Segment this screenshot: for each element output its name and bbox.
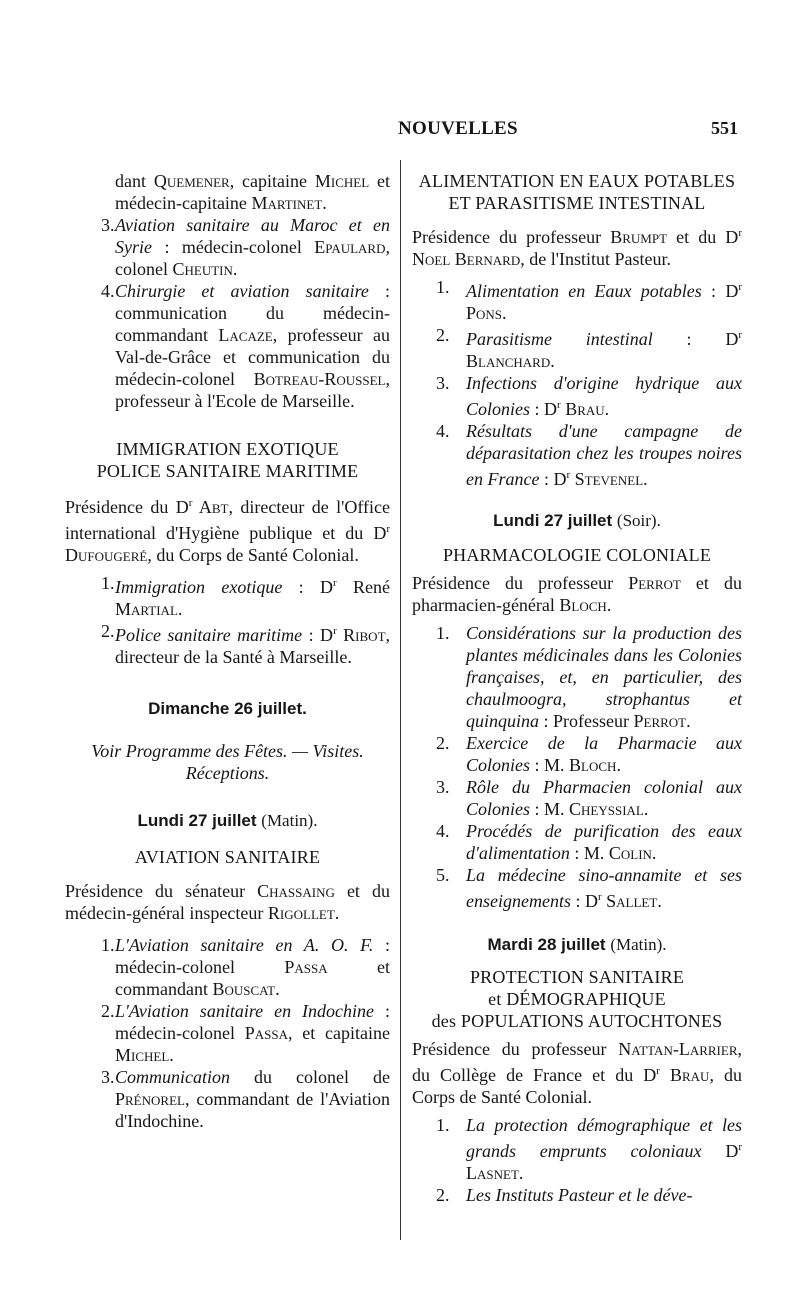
section-heading: PHARMACOLOGIE COLONIALE [442, 545, 712, 565]
presidency-text: Présidence du $D^r$ Abt, directeur de l'Office international d'Hygiène publique et du $D^r$ Dufougeré, du Corps de Santé Colonial. [65, 497, 390, 565]
presidency-text: Présidence du sénateur Chassaing et du médecin-général inspecteur Rigollet. [65, 881, 390, 923]
presidency-text: Présidence du professeur Perrot et du pharmacien-général Bloch. [412, 573, 742, 615]
list-item: 2. Exercice de la Pharmacie aux Colonies : M. Bloch. [436, 733, 742, 775]
item-list-a [65, 214, 390, 412]
running-title: NOUVELLES [398, 118, 518, 139]
continuation-text: dant Quemener, capitaine Michel et médecin-capitaine Martinet. [115, 171, 390, 213]
day-heading: Mardi 28 juillet (Matin). [487, 935, 667, 954]
list-item: 3. Infections d'origine hydrique aux Colonies : $D^r$ Brau. [436, 373, 742, 419]
programme-note: Voir Programme des Fêtes. — Visites. [91, 741, 364, 761]
section-heading: ET PARASITISME INTESTINAL [448, 193, 706, 213]
list-item: 2. Les Instituts Pasteur et le déve- [436, 1185, 693, 1205]
list-item: 1. Alimentation en Eaux potables : $D^r$ Pons. [436, 277, 742, 323]
day-heading: Dimanche 26 juillet. [148, 699, 307, 718]
section-heading: ALIMENTATION EN EAUX POTABLES [418, 171, 736, 191]
column-divider [400, 160, 401, 1240]
list-item: 4. Résultats d'une campagne de déparasitation chez les troupes noires en France : $D^r$ Stevenel. [436, 421, 742, 489]
list-item: 1. La protection démographique et les grands emprunts coloniaux $D^r$ Lasnet. [436, 1115, 742, 1183]
list-item: 3. Aviation sanitaire au Maroc et en Syrie : médecin-colonel Epaulard, colonel Cheutin. [101, 215, 390, 279]
section-heading: des POPULATIONS AUTOCHTONES [431, 1011, 723, 1031]
left-column [65, 170, 390, 1132]
section-heading: PROTECTION SANITAIRE [469, 967, 685, 987]
list-item: 2. L'Aviation sanitaire en Indochine : médecin-colonel Passa, et capitaine Michel. [101, 1001, 390, 1065]
section-heading: AVIATION SANITAIRE [134, 847, 321, 867]
programme-note: Réceptions. [185, 763, 270, 783]
presidency-text: Présidence du professeur Nattan-Larrier, du Collège de France et du $D^r$ Brau, du Corps de Santé Colonial. [412, 1039, 743, 1107]
presidency-text: Présidence du professeur Brumpt et du $D^r$ Noel Bernard, de l'Institut Pasteur. [412, 227, 742, 269]
right-column [412, 170, 742, 1206]
section-heading: et DÉMOGRAPHIQUE [488, 989, 666, 1009]
list-item: 5. La médecine sino-annamite et ses enseignements : $D^r$ Sallet. [436, 865, 742, 911]
section-heading: POLICE SANITAIRE MARITIME [96, 461, 359, 481]
day-heading: Lundi 27 juillet (Matin). [137, 811, 318, 830]
list-item: 4. Procédés de purification des eaux d'alimentation : M. Colin. [436, 821, 742, 863]
list-item: 2. Police sanitaire maritime : $D^r$ Ribot, directeur de la Santé à Marseille. [101, 621, 391, 667]
list-item: 4. Chirurgie et aviation sanitaire : communication du médecin-commandant Lacaze, professeur au Val-de-Grâce et communication du médecin-colonel Botreau-Roussel, professeur à l'Ecole de Marseille. [101, 281, 390, 411]
list-item: 1. L'Aviation sanitaire en A. O. F. : médecin-colonel Passa et commandant Bouscat. [101, 935, 390, 999]
list-item: 2. Parasitisme intestinal : $D^r$ Blanchard. [436, 325, 743, 371]
section-heading: IMMIGRATION EXOTIQUE [116, 439, 339, 459]
page-number: 551 [711, 118, 738, 138]
list-item: 1. Considérations sur la production des plantes médicinales dans les Colonies françaises, et, en particulier, des chaulmoogra, strophantus et quinquina : Professeur Perrot. [436, 623, 742, 731]
list-item: 3. Rôle du Pharmacien colonial aux Colonies : M. Cheyssial. [436, 777, 742, 819]
day-heading: Lundi 27 juillet (Soir). [493, 511, 661, 530]
running-header [60, 118, 740, 144]
list-item: 3. Communication du colonel de Prénorel, commandant de l'Aviation d'Indochine. [101, 1067, 390, 1131]
list-item: 1. Immigration exotique : $D^r$ René Martial. [101, 573, 390, 619]
